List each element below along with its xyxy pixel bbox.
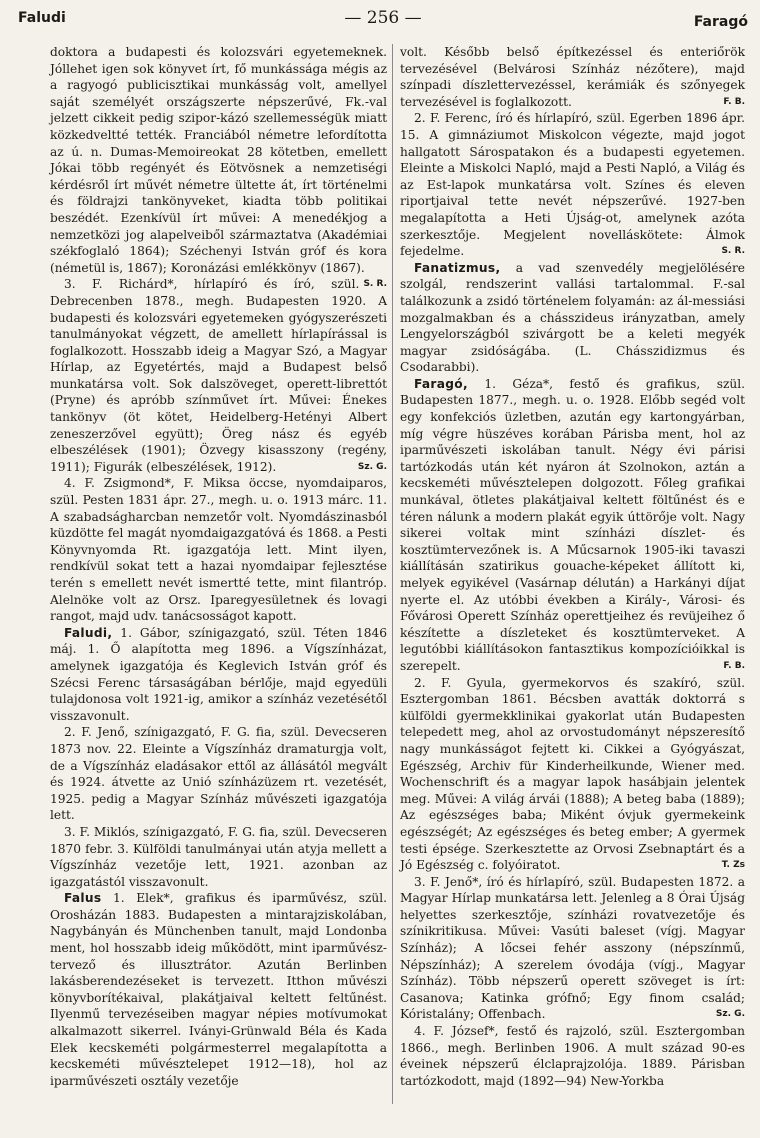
running-head-right: Faragó <box>693 14 748 30</box>
dictionary-entry <box>50 625 387 725</box>
dictionary-entry <box>50 724 387 824</box>
entry-text: 1. Elek*, grafikus és iparművész, szül. Orosházán 1883. Budapesten a mintarajziskolában, Nagybányán és Münchenben tanult, majd Londonba ment, hol hosszabb ideig működött, mint iparművész-tervező és illusztrátor. Azután Berlinben lakásberendezéseket is tervezett. Itthon művészi könyvborítékaival, plakátjaival keltett feltűnést. Ilyenmű tervezéseiben magyar népies motívumokat alkalmazott sikerrel. Iványi-Grünwald Béla és Kada Elek kecskeméti polgármesterrel megalapította a kecskeméti művésztelepet 1912—18), hol az iparművészeti osztály vezetője <box>50 891 387 1088</box>
entry-text: doktora a budapesti és kolozsvári egyetemeknek. Jóllehet igen sok könyvet írt, fő munkássága mégis az a ragyogó publicisztikai munkásság volt, amellyel saját személyét országszerte népszerűvé, Fk.-val jelzett cikkeit pedig szipor-kázó szellemességük miatt közkedveltté tették. Franciából németre lefordította az ú. n. Dumas-Memoireokat 28 kötetben, emellett Jókai több regényét és Eötvösnek a nemzetiségi kérdésről írt művét németre ültette át, írt történelmi és földrajzi tankönyveket, kiadta több politikai beszédét. Ezenkívül írt művei: A menedékjog a nemzetközi jog alapelveiből származtatva (Akadémiai székfoglaló 1864); Széchenyi István gróf és kora (németül is, 1867); Koronázási emlékkönyv (1867). <box>50 45 387 275</box>
entry-headword: Faragó, <box>414 376 468 391</box>
entry-headword: Falus <box>64 891 102 906</box>
dictionary-entry <box>50 475 387 624</box>
page-header <box>18 8 748 34</box>
dictionary-entry <box>50 824 387 890</box>
dictionary-entry <box>50 276 387 475</box>
entry-headword: Fanatizmus, <box>414 260 501 275</box>
author-signature: S. R. <box>721 246 745 257</box>
dictionary-entry <box>400 675 745 874</box>
column-divider <box>392 44 393 1104</box>
right-column <box>400 44 745 1089</box>
page-number: — 256 — <box>344 8 422 28</box>
dictionary-entry <box>50 44 387 290</box>
author-signature: S. R. <box>363 279 387 290</box>
entry-text: 1. Gábor, színigazgató, szül. Téten 1846 máj. 1. Ő alapította meg 1896. a Vígszínházat, amelynek igazgatója és Keglevich István gróf és Szécsi Ferenc társaságában bérlője, majd egyedüli tulajdonosa volt 1921-ig, amikor a színház vezetésétől visszavonult. <box>50 625 387 723</box>
entry-text: 1. Géza*, festő és grafikus, szül. Budapesten 1877., megh. u. o. 1928. Előbb segéd volt egy konfekciós üzletben, azután egy kartongyárban, míg végre hüszéves korában Párisba ment, hol az iparművészeti iskolában tanult. Négy évi párisi tartózkodás után két nyáron át Szolnokon, aztán a kecskeméti művésztelepen dolgozott. Főleg grafikai munkával, ötletes plakátjaival keltett föltűnést és e téren nálunk a modern plakát egyik úttörője volt. Nagy sikerei voltak mint színházi díszlet- és kosztümtervezőnek is. A Műcsarnok 1905-iki tavaszi kiállításán szatirikus gouache-képeket állított ki, melyek egyikével (Vasárnap délután) a Harkányi díjat nyerte el. Az utóbbi években a Király-, Városi- és Fővárosi Operett Színház operettjeihez és revüjeihez ő készítette a díszleteket és kosztümterveket. A legutóbbi kiállításokon fantasztikus kompozícióikkal is szerepelt. <box>400 376 745 673</box>
dictionary-entry <box>400 44 745 110</box>
left-column <box>50 44 387 1089</box>
entry-text: 3. F. Jenő*, író és hírlapíró, szül. Budapesten 1872. a Magyar Hírlap munkatársa lett. Jelenleg a 8 Órai Újság helyettes szerkesztője, színházi rovatvezetője és színikritikusa. Művei: Vasúti baleset (vígj. Magyar Színház); A lőcsei fehér asszony (népszínmű, Népszínház); A szerelem óvodája (vígj., Magyar Színház). Több népszerű operett szöveget is írt: Casanova; Katinka grófnő; Egy finom család; Kóristalány; Offenbach. <box>400 874 745 1022</box>
entry-text: a vad szenvedély megjelölésére szolgál, rendszerint vallási tartalommal. F.-sal találkozunk a zsidó történelem folyamán: az ál-messiási mozgalmakban és a chásszideus irányzatban, amely Lengyelországból szivárgott be a keleti megyék magyar zsidóságába. (L. Chásszidizmus és Csodarabbi). <box>400 260 745 375</box>
author-signature: F. B. <box>723 96 745 107</box>
entry-text: 4. F. József*, festő és rajzoló, szül. Esztergomban 1866., megh. Berlinben 1906. A mult század 90-es éveinek népszerű élclaprajzolója. 1889. Párisban tartózkodott, majd (1892—94) New-Yorkba <box>400 1024 745 1088</box>
entry-text: 2. F. Gyula, gyermekorvos és szakíró, szül. Esztergomban 1861. Bécsben avatták doktorrá s külföldi gyermekklinikai gyakorlat után Budapesten telepedett meg, ahol az orvostudományt népszeresítő nagy munkásságot fejtett ki. Cikkei a Gyógyászat, Egészség, Archiv für Kinderheilkunde, Wiener med. Wochenschrift és a magyar lapok hasábjain jelentek meg. Művei: A világ árvái (1888); A beteg baba (1889); Az egészséges baba; Miként óvjuk gyermekeink egészségét; Az egészséges és beteg ember; A gyermek testi épsége. Szerkesztette az Orvosi Zsebnaptárt és a Jó Egészség c. folyóiratot. <box>400 675 745 873</box>
dictionary-entry <box>400 376 745 675</box>
dictionary-entry <box>400 260 745 376</box>
author-signature: Sz. G. <box>715 1009 745 1020</box>
entry-headword: Faludi, <box>64 625 113 640</box>
entry-text: 3. F. Miklós, színigazgató, F. G. fia, szül. Devecseren 1870 febr. 3. Külföldi tanulmányai után atyja mellett a Vígszínház vezetője lett, 1921. azonban az igazgatástól visszavonult. <box>50 824 387 889</box>
author-signature: Sz. G. <box>357 461 387 472</box>
dictionary-entry <box>400 874 745 1023</box>
dictionary-entry <box>400 110 745 259</box>
entry-text: 4. F. Zsigmond*, F. Miksa öccse, nyomdaiparos, szül. Pesten 1831 ápr. 27., megh. u. o. 1913 márc. 11. A szabadságharcban nemzetőr volt. Nyomdászinasból küzdötte fel magát nyomdaigazgatóvá és 1868. a Pesti Könyvnyomda Rt. igazgatója lett. Mint ilyen, rendkívül sokat tett a hazai nyomdaipar fejlesztése terén s emellett nevét ismertté tette, mint filantróp. Alelnöke volt az Orsz. Iparegyesületnek és lovagi rangot, majd udv. tanácsosságot kapott. <box>50 476 387 624</box>
entry-text: 2. F. Jenő, színigazgató, F. G. fia, szül. Devecseren 1873 nov. 22. Eleinte a Vígszínház dramaturgja volt, de a Vígszínház eladásakor ettől az állásától megvált és 1924. átvette az Unió színházüzem rt. vezetését, 1925. pedig a Magyar Színház művészeti igazgatója lett. <box>50 725 387 823</box>
author-signature: T. Zs <box>721 860 745 871</box>
entry-text: 3. F. Richárd*, hírlapíró és író, szül. Debrecenben 1878., megh. Budapesten 1920. A budapesti és kolozsvári egyetemeken gyógyszerészeti tanulmányokat végzett, de amellett hírlapírással is foglalkozott. Hosszabb ideig a Magyar Szó, a Magyar Hírlap, az Egyetértés, majd a Budapest belső munkatársa volt. Sok dalszöveget, operett-librettót (Pryne) és apróbb színművet írt. Művei: Énekes tankönyv (öt kötet, Heidelberg-Hetényi Albert zeneszerzővel együtt); Öreg nász és egyéb elbeszélések (1901); Özvegy kisasszony (regény, 1911); Figurák (elbeszélések, 1912). <box>50 277 387 474</box>
author-signature: F. B. <box>723 660 745 671</box>
entry-text: volt. Később belső építkezéssel és enteriőrök tervezésével (Belvárosi Színház nézőtere), majd színpadi díszlettervezéssel, kerámiák és szőnyegek tervezésével is foglalkozott. <box>400 45 745 109</box>
entry-text: 2. F. Ferenc, író és hírlapíró, szül. Egerben 1896 ápr. 15. A gimnáziumot Miskolcon végezte, majd jogot hallgatott Sárospatakon és a budapesti egyetemen. Eleinte a Miskolci Napló, majd a Pesti Napló, a Világ és az Est-lapok munkatársa volt. Színes és eleven riportjaival tette nevét népszerűvé. 1927-ben megalapította a Heti Újság-ot, amelynek azóta szerkesztője. Megjelent novelláskötete: Álmok fejedelme. <box>400 111 745 259</box>
dictionary-entry <box>50 890 387 1089</box>
dictionary-entry <box>400 1023 745 1089</box>
running-head-left: Faludi <box>18 10 66 26</box>
